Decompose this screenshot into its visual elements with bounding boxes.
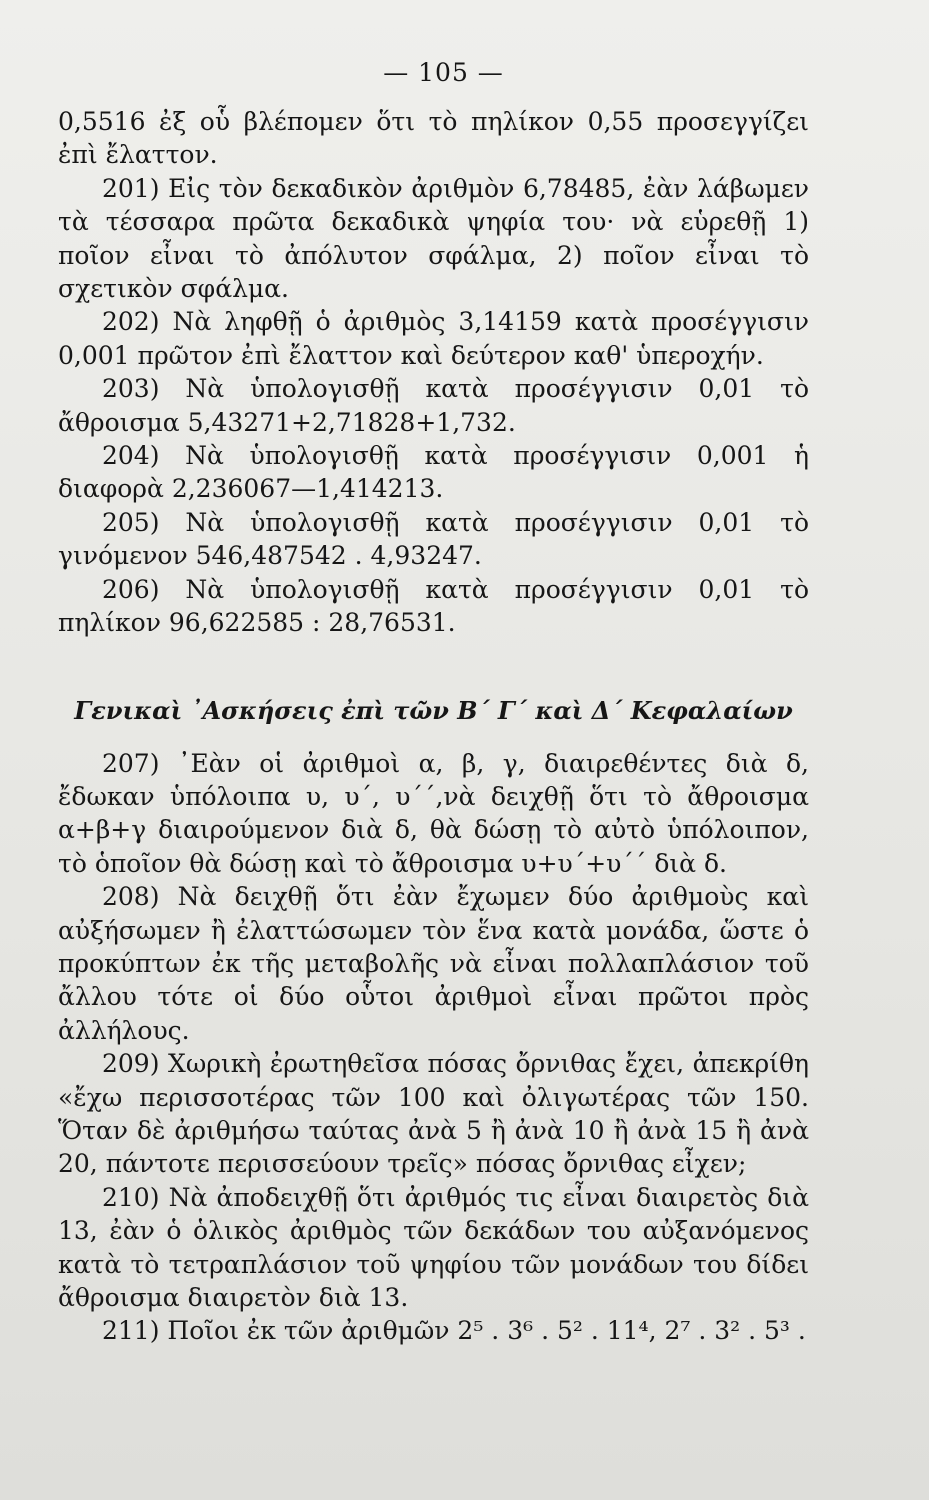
exercise-203: 203) Νὰ ὑπολογισθῇ κατὰ προσέγγισιν 0,01 τὸ ἄθροισμα 5,43271+2,71828+1,732.: [58, 374, 809, 437]
exercise-201: 201) Εἰς τὸν δεκαδικὸν ἀριθμὸν 6,78485, ἐὰν λάβωμεν τὰ τέσσαρα πρῶτα δεκαδικὰ ψηφία του· νὰ εὑρεθῇ 1) ποῖον εἶναι τὸ ἀπόλυτον σφάλμα, 2) ποῖον εἶναι τὸ σχετικὸν σφάλμα.: [58, 173, 809, 304]
intro-paragraph: 0,5516 ἐξ οὗ βλέπομεν ὅτι τὸ πηλίκον 0,55 προσεγγίζει ἐπὶ ἔλαττον.: [58, 107, 809, 170]
exercise-202: 202) Νὰ ληφθῇ ὁ ἀριθμὸς 3,14159 κατὰ προσέγγισιν 0,001 πρῶτον ἐπὶ ἔλαττον καὶ δεύτερον καθ' ὑπεροχήν.: [58, 307, 809, 370]
exercise-205: 205) Νὰ ὑπολογισθῇ κατὰ προσέγγισιν 0,01 τὸ γινόμενον 546,487542 . 4,93247.: [58, 507, 809, 571]
exercise-210: 210) Νὰ ἀποδειχθῇ ὅτι ἀριθμός τις εἶναι διαιρετὸς διὰ 13, ἐὰν ὁ ὁλικὸς ἀριθμὸς τῶν δεκάδων του αὐξανόμενος κατὰ τὸ τετραπλάσιον τοῦ ψηφίου τῶν μονάδων του δίδει ἄθροισμα διαιρετὸν διὰ 13.: [58, 1182, 809, 1312]
exercise-208: 208) Νὰ δειχθῇ ὅτι ἐὰν ἔχωμεν δύο ἀριθμοὺς καὶ αὐξήσωμεν ἢ ἐλαττώσωμεν τὸν ἕνα κατὰ μονάδα, ὥστε ὁ προκύπτων ἐκ τῆς μεταβολῆς νὰ εἶναι πολλαπλάσιον τοῦ ἄλλου τότε οἱ δύο οὗτοι ἀριθμοὶ εἶναι πρῶτοι πρὸς ἀλλήλους.: [58, 882, 809, 1045]
exercise-207: 207) ᾿Εὰν οἱ ἀριθμοὶ α, β, γ, διαιρεθέντες διὰ δ, ἔδωκαν ὑπόλοιπα υ, υ΄, υ΄΄,νὰ δειχθῇ ὅτι τὸ ἄθροισμα α+β+γ διαιρούμενον διὰ δ, θὰ δώσῃ τὸ αὐτὸ ὑπόλοιπον, τὸ ὁποῖον θὰ δώσῃ καὶ τὸ ἄθροισμα υ+υ΄+υ΄΄ διὰ δ.: [58, 748, 809, 878]
exercise-204: 204) Νὰ ὑπολογισθῇ κατὰ προσέγγισιν 0,001 ἡ διαφορὰ 2,236067—1,414213.: [58, 441, 809, 504]
section-heading: Γενικαὶ ᾿Ασκήσεις ἐπὶ τῶν Β΄ Γ΄ καὶ Δ΄ Κεφαλαίων: [74, 695, 793, 725]
page-number: — 105 —: [383, 58, 504, 87]
exercise-211: 211) Ποῖοι ἐκ τῶν ἀριθμῶν 2⁵ . 3⁶ . 5² . 11⁴, 2⁷ . 3² . 5³ .: [102, 1316, 806, 1346]
exercise-209: 209) Χωρικὴ ἐρωτηθεῖσα πόσας ὄρνιθας ἔχει, ἀπεκρίθη «ἔχω περισσοτέρας τῶν 100 καὶ ὀλιγωτέρας τῶν 150. Ὅταν δὲ ἀριθμήσω ταύτας ἀνὰ 5 ἢ ἀνὰ 10 ἢ ἀνὰ 15 ἢ ἀνὰ 20, πάντοτε περισσεύουν τρεῖς» πόσας ὄρνιθας εἶχεν;: [58, 1049, 809, 1179]
exercise-206: 206) Νὰ ὑπολογισθῇ κατὰ προσέγγισιν 0,01 τὸ πηλίκον 96,622585 : 28,76531.: [58, 574, 809, 638]
